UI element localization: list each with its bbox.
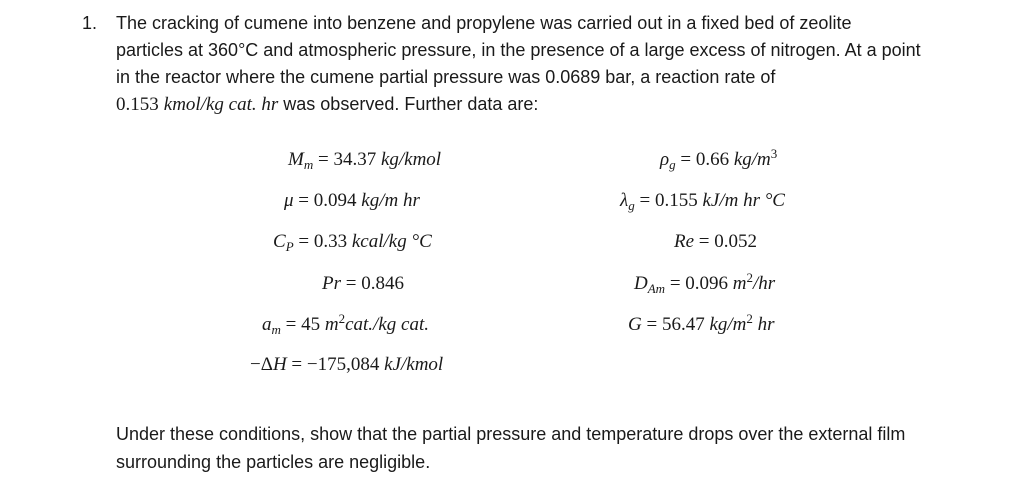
reaction-rate-line: [116, 91, 996, 118]
equation-heat-capacity: $C_P = 0.33$ kcal/kg °C: [273, 231, 432, 254]
problem-number: 1.: [82, 13, 98, 33]
equation-prandtl: Pr = 0.846: [322, 273, 404, 294]
problem-line: The cracking of cumene into benzene and propylene was carried out in a fixed bed of zeolite: [116, 13, 852, 33]
problem-statement: [116, 10, 996, 118]
problem-line: particles at 360°C and atmospheric pressure, in the presence of a large excess of nitrogen. At a point: [116, 40, 921, 60]
equation-diffusivity: $D_{Am} = 0.096$ $m^2/hr$: [634, 270, 776, 296]
equation-reynolds: Re = 0.052: [674, 231, 758, 252]
closing-line: surrounding the particles are negligible.: [116, 452, 431, 472]
closing-statement: [116, 420, 996, 476]
equation-mass-velocity: G = 56.47 $kg/m^2$ hr: [628, 311, 775, 335]
reaction-rate-suffix: was observed. Further data are:: [278, 94, 539, 114]
reaction-rate-units: kmol/kg cat. hr: [163, 94, 279, 115]
equation-thermal-conductivity: $\lambda_g = 0.155$ kJ/m hr °C: [620, 190, 785, 213]
equation-specific-area: $a_m = 45$ $m^2cat./kg$ cat.: [262, 311, 429, 337]
equation-viscosity: μ = 0.094 kg/m hr: [284, 190, 420, 211]
reaction-rate-value: 0.153: [116, 94, 159, 115]
closing-line: Under these conditions, show that the partial pressure and temperature drops over the external film: [116, 424, 906, 444]
problem-line: in the reactor where the cumene partial pressure was 0.0689 bar, a reaction rate of: [116, 67, 776, 87]
equation-gas-density: $\rho_g = 0.66$ $kg/m^3$: [660, 146, 778, 172]
equation-molar-mass: $M_m = 34.37$ kg/kmol: [288, 149, 442, 172]
equation-heat-of-reaction: −ΔH = −175,084 kJ/kmol: [250, 354, 444, 375]
